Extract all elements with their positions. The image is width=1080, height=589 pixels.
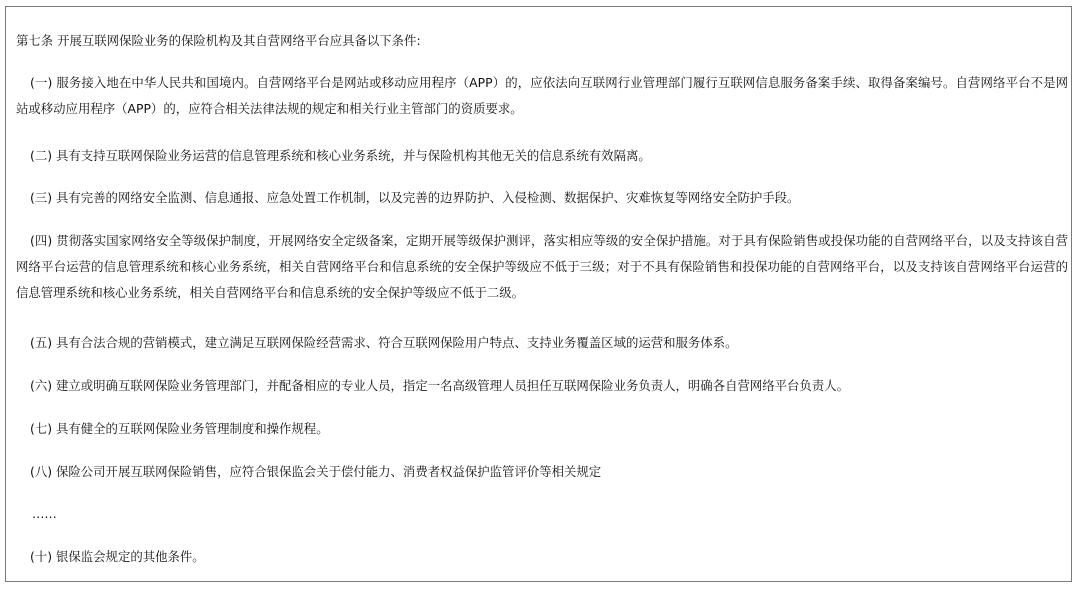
clause-6: (六) 建立或明确互联网保险业务管理部门，并配备相应的专业人员，指定一名高级管理人员担任互联网保险业务负责人，明确各自营网络平台负责人。 [30, 378, 849, 393]
clause-1: (一) 服务接入地在中华人民共和国境内。自营网络平台是网站或移动应用程序（APP）的，应依法向互联网行业管理部门履行互联网信息服务备案手续、取得备案编号。自营网络平台不是网站或移动应用程序（APP）的，应符合相关法律法规的规定和相关行业主管部门的资质要求。 [16, 75, 1068, 116]
clause-7: (七) 具有健全的互联网保险业务管理制度和操作规程。 [30, 421, 329, 436]
clause-8: (八) 保险公司开展互联网保险销售，应符合银保监会关于偿付能力、消费者权益保护监管评价等相关规定 [30, 464, 602, 479]
article-heading: 第七条 开展互联网保险业务的保险机构及其自营网络平台应具备以下条件: [16, 33, 421, 48]
document-frame [5, 6, 1072, 582]
clause-4: (四) 贯彻落实国家网络安全等级保护制度，开展网络安全定级备案，定期开展等级保护测评，落实相应等级的安全保护措施。对于具有保险销售或投保功能的自营网络平台，以及支持该自营网络平台运营的信息管理系统和核心业务系统，相关自营网络平台和信息系统的安全保护等级应不低于三级；对于不具有保险销售和投保功能的自营网络平台，以及支持该自营网络平台运营的信息管理系统和核心业务系统，相关自营网络平台和信息系统的安全保护等级应不低于二级。 [16, 233, 1068, 300]
clause-10: (十) 银保监会规定的其他条件。 [30, 549, 205, 564]
clause-5: (五) 具有合法合规的营销模式，建立满足互联网保险经营需求、符合互联网保险用户特点、支持业务覆盖区域的运营和服务体系。 [30, 335, 738, 350]
omission-ellipsis: …… [32, 506, 57, 521]
clause-3: (三) 具有完善的网络安全监测、信息通报、应急处置工作机制，以及完善的边界防护、入侵检测、数据保护、灾难恢复等网络安全防护手段。 [30, 190, 800, 205]
clause-2: (二) 具有支持互联网保险业务运营的信息管理系统和核心业务系统，并与保险机构其他无关的信息系统有效隔离。 [30, 148, 651, 163]
